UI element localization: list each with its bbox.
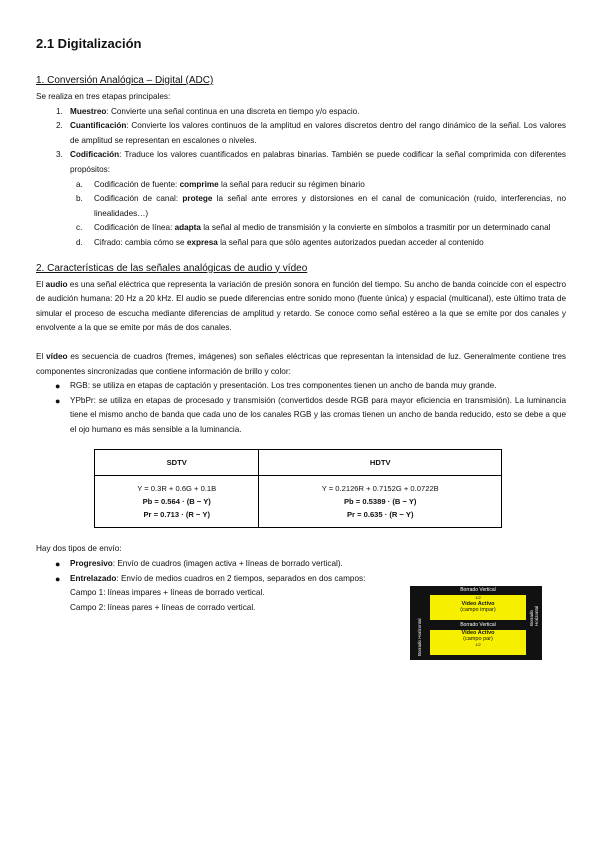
item-number: 1.	[56, 106, 63, 116]
campo2-text: Campo 2: líneas pares + líneas de corrado vertical.	[70, 602, 256, 612]
item-text: Codificación de línea:	[94, 223, 175, 233]
table-cell-sdtv	[95, 476, 259, 528]
item-term: Progresivo	[70, 559, 113, 569]
page-title: 2.1 Digitalización	[36, 36, 142, 51]
item-text: Codificación de canal:	[94, 194, 183, 204]
item-number: a.	[76, 179, 83, 189]
bullet-icon: ●	[55, 395, 61, 406]
list-item: ● Progresivo: Envío de cuadros (imagen activa + líneas de borrado vertical).	[52, 557, 566, 572]
interlaced-fields-diagram	[410, 586, 542, 660]
envio-types-list	[52, 557, 566, 586]
audio-term: audio	[45, 279, 68, 289]
half-line-bottom: 1/2	[475, 642, 481, 648]
adc-steps-list	[56, 105, 566, 178]
item-term: Cuantificación	[70, 121, 127, 131]
right-blanking-label: Borrado Horizontal	[529, 606, 539, 627]
item-term: Muestreo	[70, 106, 107, 116]
list-item: ● Entrelazado: Envío de medios cuadros en 2 tiempos, separados en dos campos:	[52, 572, 412, 587]
field1-title: Vídeo Activo	[461, 601, 495, 608]
list-item	[76, 178, 566, 193]
ypbpr-comparison-table	[94, 449, 502, 528]
list-item	[76, 236, 566, 251]
field1-sub: (campo impar)	[460, 607, 496, 614]
item-text: : Traduce los valores cuantificados en palabras binarias. También se puede codificar la señal comprimida con diferentes propósitos:	[70, 150, 566, 174]
item-text: Cifrado: cambia cómo se	[94, 237, 187, 247]
item-text: la señal para que sólo agentes autorizados puedan acceder al contenido	[217, 237, 484, 247]
item-number: c.	[76, 223, 83, 233]
mid-blanking-label: Borrado Vertical	[460, 622, 496, 629]
item-term: adapta	[174, 223, 201, 233]
video-paragraph: El vídeo es secuencia de cuadros (fremes, imágenes) son señales eléctricas que representan la intensidad de luz. Generalmente contiene tres componentes sincronizadas que contiene información de brillo y color:	[36, 351, 566, 376]
envio-intro: Hay dos tipos de envío:	[36, 544, 122, 554]
item-text: la señal para reducir su régimen binario	[218, 179, 365, 189]
item-text: Codificación de fuente:	[94, 179, 180, 189]
formula-y: Y = 0.3R + 0.6G + 0.1B	[137, 484, 217, 494]
formula-pb: Pb = 0.564 · (B − Y)	[142, 497, 211, 507]
list-item	[56, 148, 566, 177]
item-text: : Convierte una señal continua en una discreta en tiempo y/o espacio.	[106, 106, 360, 116]
list-item	[56, 119, 566, 148]
video-components-list	[52, 379, 566, 437]
item-text: la señal al medio de transmisión y la convierte en símbolos a trasmitir por un determinado canal	[200, 223, 551, 233]
list-item	[56, 105, 566, 120]
video-term: vídeo	[46, 351, 68, 361]
list-item	[76, 192, 566, 221]
list-item: ● YPbPr: se utiliza en etapas de procesado y transmisión (convertidos desde RGB para mayor eficiencia en transmisión). La luminancia tiene el mismo ancho de banda que cada uno de los canales RGB y las cromas tienen un ancho de banda reducido, esto se debe a que el ojo humano es más sensible a la luminancia.	[55, 395, 566, 434]
section2-heading: 2. Características de las señales analógicas de audio y vídeo	[36, 262, 308, 274]
field2-sub: (campo par)	[463, 636, 493, 643]
top-blanking-label: Borrado Vertical	[460, 587, 496, 594]
item-text: la señal ante errores y distorsiones en el canal de comunicación (ruido, interferencias, no linealidades…)	[94, 194, 566, 218]
section1-heading: 1. Conversión Analógica – Digital (ADC)	[36, 75, 214, 86]
table-cell-hdtv	[259, 476, 502, 528]
list-item	[76, 221, 566, 236]
list-item: ● RGB: se utiliza en etapas de captación y presentación. Los tres componentes tienen un ancho de banda muy grande.	[52, 379, 566, 394]
bullet-icon: ●	[55, 559, 61, 570]
formula-pr: Pr = 0.713 · (R − Y)	[143, 510, 210, 520]
bullet-icon: ●	[55, 381, 61, 392]
half-line-top: 1/2	[475, 595, 481, 601]
item-term: expresa	[186, 237, 218, 247]
audio-paragraph: El audio es una señal eléctrica que representa la variación de presión sonora en función del tiempo. Su ancho de banda coincide con el espectro de audición humana: 20 Hz a 20 kHz. El audio se puede diferencias entre sonido mono (fuente única) y espacial (multicanal), este último trata de simular el proceso de escucha mediante diferencias de amplitud y retardo. Se conoce como señal estéreo a la que se emite por dos canales y envolvente a la que se emite por más de dos canales.	[36, 279, 567, 333]
item-term: comprime	[179, 179, 219, 189]
odd-field-block	[430, 595, 526, 620]
item-number: d.	[76, 237, 83, 247]
section1-intro: Se realiza en tres etapas principales:	[36, 92, 171, 101]
left-blanking-label: Borrado Horizontal	[417, 618, 422, 657]
table-header: SDTV	[95, 450, 259, 476]
item-number: b.	[76, 194, 83, 204]
bullet-icon: ●	[55, 573, 61, 584]
document-page	[36, 36, 567, 657]
even-field-block	[430, 630, 526, 655]
campo1-text: Campo 1: líneas impares + líneas de borrado vertical.	[70, 588, 265, 598]
field2-title: Vídeo Activo	[461, 630, 495, 637]
coding-types-list	[76, 178, 566, 251]
item-text: : Convierte los valores continuos de la amplitud en valores discretos dentro del rango dinámico de la señal. Los valores de amplitud se representan en escalones o niveles.	[70, 121, 566, 145]
formula-y: Y = 0.2126R + 0.7152G + 0.0722B	[321, 484, 439, 494]
envio-section	[36, 542, 566, 657]
table-header: HDTV	[259, 450, 502, 476]
item-term: Codificación	[70, 150, 120, 160]
formula-pb: Pb = 0.5389 · (B − Y)	[343, 497, 417, 507]
item-number: 3.	[56, 150, 63, 160]
item-term: Entrelazado	[70, 573, 117, 583]
formula-pr: Pr = 0.635 · (R − Y)	[346, 510, 414, 520]
item-term: protege	[182, 194, 213, 204]
item-number: 2.	[56, 121, 63, 131]
